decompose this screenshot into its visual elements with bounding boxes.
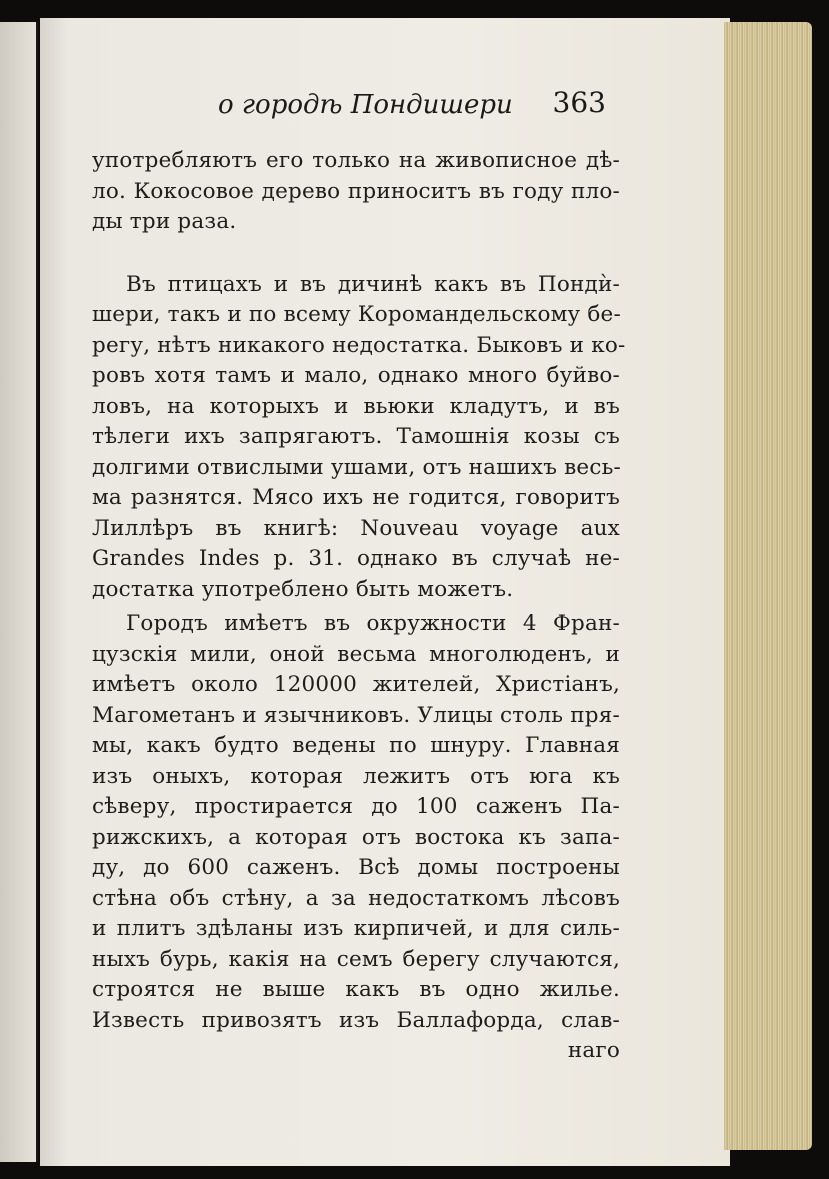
text-line: Городъ имѣетъ въ окружности 4 Фран- [126, 611, 620, 636]
text-line: цузскія мили, оной весьма многолюденъ, и [92, 641, 620, 667]
text-line: ма разнятся. Мясо ихъ не годится, говоритъ [92, 485, 620, 510]
text-line: ды три раза. [92, 209, 237, 234]
page-edges [724, 22, 812, 1150]
text-line: ныхъ бурь, какія на семъ берегу случаются, [92, 946, 620, 972]
text-line: регу, нѣтъ никакого недостатка. Быковъ и ко- [92, 332, 626, 358]
catchword: наго [567, 1038, 620, 1063]
text-line: достатка употреблено быть можетъ. [92, 576, 514, 602]
text-line: Лиллѣръ въ книгѣ: Nouveau voyage aux [92, 515, 620, 541]
text-line: ловъ, на которыхъ и вьюки кладутъ, и въ [92, 393, 620, 419]
body-text [92, 146, 626, 1067]
running-header [200, 86, 610, 126]
running-title: о городѣ Пондишери [218, 90, 513, 120]
text-line: имѣетъ около 120000 жителей, Христіанъ, [92, 672, 620, 697]
text-line: мы, какъ будто ведены по шнуру. Главная [92, 733, 620, 758]
text-line: строятся не выше какъ въ одно жилье. [92, 977, 620, 1002]
text-line: Въ птицахъ и въ дичинѣ какъ въ Пондѝ- [126, 271, 620, 297]
text-line: рижскихъ, а которая отъ востока къ запа- [92, 824, 620, 850]
text-line: и плитъ здѣланы изъ кирпичей, и для силь- [92, 916, 620, 941]
left-page-edge [0, 22, 38, 1162]
text-line: ло. Кокосовое дерево приноситъ въ году пло- [92, 178, 620, 204]
text-line: употребляютъ его только на живописное дѣ- [92, 148, 620, 173]
text-line: Grandes Indes p. 31. однако въ случаѣ не- [92, 546, 620, 571]
text-line: стѣна объ стѣну, а за недостаткомъ лѣсовъ [92, 885, 620, 911]
text-line: изъ оныхъ, которая лежитъ отъ юга къ [92, 763, 620, 789]
text-line: Известь привозятъ изъ Баллафорда, слав- [92, 1007, 620, 1033]
text-line: ровъ хотя тамъ и мало, однако много буйво- [92, 363, 620, 388]
text-line: сѣверу, простирается до 100 саженъ Па- [92, 794, 620, 819]
text-line: шери, такъ и по всему Коромандельскому бе- [92, 302, 621, 327]
text-line: тѣлеги ихъ запрягаютъ. Тамошнія козы съ [92, 424, 620, 449]
text-line: долгими отвислыми ушами, отъ нашихъ весь- [92, 454, 621, 480]
text-line: Магометанъ и язычниковъ. Улицы столь пря- [92, 702, 620, 728]
text-line: ду, до 600 саженъ. Всѣ домы построены [92, 855, 620, 880]
page-number: 363 [552, 86, 606, 119]
